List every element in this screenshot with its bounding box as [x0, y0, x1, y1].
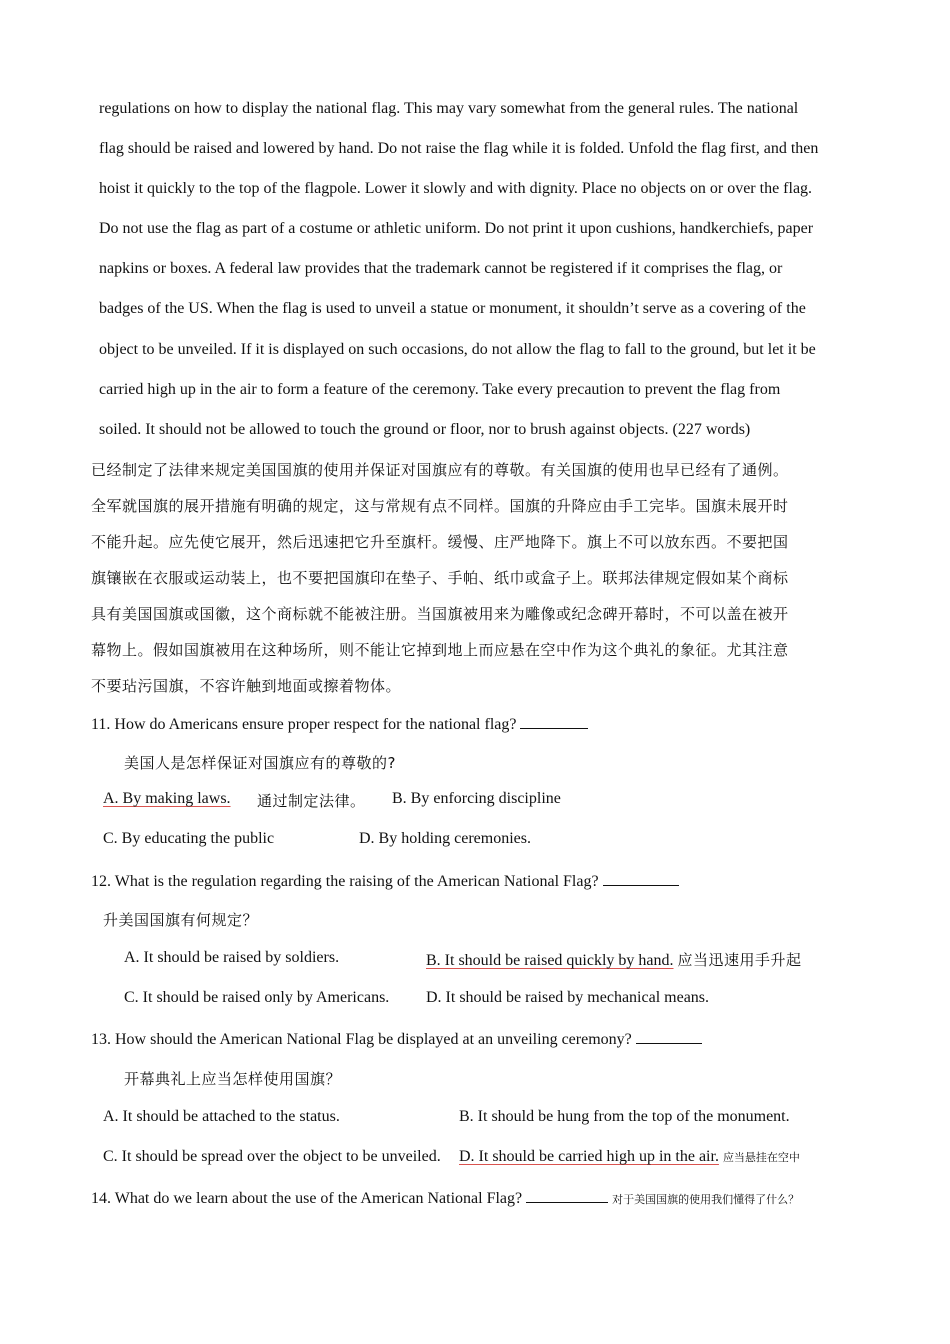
passage-zh-line: 旗镶嵌在衣服或运动装上，也不要把国旗印在垫子、手帕、纸巾或盒子上。联邦法律规定假如某个商标 [91, 569, 789, 587]
option-a-text: A. By making laws. [103, 790, 231, 807]
option-b [426, 949, 802, 970]
question-text [91, 871, 679, 891]
option-b-zh: 应当迅速用手升起 [677, 951, 802, 969]
passage-zh-line: 具有美国国旗或国徽，这个商标就不能被注册。当国旗被用来为雕像或纪念碑开幕时，不可以盖在被开 [91, 605, 789, 623]
option-d-zh: 应当悬挂在空中 [722, 1151, 800, 1164]
question-11-text: 11. How do Americans ensure proper respect for the national flag? [91, 716, 517, 733]
option-d-text: D. It should be carried high up in the air. [459, 1148, 719, 1165]
question-text [91, 714, 588, 734]
passage-zh-line: 已经制定了法律来规定美国国旗的使用并保证对国旗应有的尊敬。有关国旗的使用也早已经有了通例。 [91, 461, 789, 479]
passage-line: badges of the US. When the flag is used to unveil a statue or monument, it shouldn’t serve as a covering of the [99, 300, 806, 317]
passage-line: carried high up in the air to form a feature of the ceremony. Take every precaution to prevent the flag from [99, 381, 781, 398]
question-11-zh: 美国人是怎样保证对国旗应有的尊敬的? [124, 754, 396, 772]
passage-zh-line: 不要玷污国旗，不容许触到地面或擦着物体。 [91, 677, 402, 695]
passage-zh-line: 不能升起。应先使它展开，然后迅速把它升至旗杆。缓慢、庄严地降下。旗上不可以放东西。不要把国 [91, 533, 789, 551]
option-d: D. By holding ceremonies. [359, 830, 531, 847]
question-12-text: 12. What is the regulation regarding the raising of the American National Flag? [91, 873, 599, 890]
passage-line: soiled. It should not be allowed to touch the ground or floor, nor to brush against objects. (227 words) [99, 421, 751, 438]
question-14-text: 14. What do we learn about the use of the American National Flag? [91, 1190, 523, 1207]
option-b: B. It should be hung from the top of the monument. [459, 1108, 790, 1125]
passage-zh-line: 幕物上。假如国旗被用在这种场所，则不能让它掉到地上而应悬在空中作为这个典礼的象征。尤其注意 [91, 641, 789, 659]
question-12-zh: 升美国国旗有何规定？ [103, 911, 259, 929]
option-a: A. It should be raised by soldiers. [124, 949, 340, 966]
option-a: A. It should be attached to the status. [103, 1108, 340, 1125]
option-d [459, 1148, 800, 1166]
answer-blank [526, 1188, 608, 1203]
passage-line: hoist it quickly to the top of the flagpole. Lower it slowly and with dignity. Place no objects on or over the flag. [99, 180, 813, 197]
option-d: D. It should be raised by mechanical means. [426, 989, 710, 1006]
question-text [91, 1029, 702, 1049]
option-b-text: B. It should be raised quickly by hand. [426, 952, 674, 969]
option-c: C. It should be raised only by Americans. [124, 989, 390, 1006]
option-c: C. It should be spread over the object to be unveiled. [103, 1148, 441, 1165]
passage-zh-line: 全军就国旗的展开措施有明确的规定，这与常规有点不同样。国旗的升降应由手工完毕。国旗未展开时 [91, 497, 789, 515]
passage-line: flag should be raised and lowered by hand. Do not raise the flag while it is folded. Unfold the flag first, and then [99, 140, 819, 157]
question-14-zh: 对于美国国旗的使用我们懂得了什么？ [612, 1193, 800, 1206]
option-b: B. By enforcing discipline [392, 790, 561, 807]
answer-blank [603, 871, 679, 886]
option-a-zh: 通过制定法律。 [257, 792, 366, 810]
passage-line: napkins or boxes. A federal law provides that the trademark cannot be registered if it comprises the flag, or [99, 260, 783, 277]
question-13-zh: 开幕典礼上应当怎样使用国旗？ [124, 1070, 342, 1088]
option-a [103, 790, 231, 808]
answer-blank [636, 1029, 702, 1044]
passage-line: Do not use the flag as part of a costume or athletic uniform. Do not print it upon cushions, handkerchiefs, paper [99, 220, 814, 237]
passage-line: object to be unveiled. If it is displayed on such occasions, do not allow the flag to fall to the ground, but let it be [99, 341, 816, 358]
question-text [91, 1188, 799, 1208]
option-c: C. By educating the public [103, 830, 275, 847]
question-13-text: 13. How should the American National Flag be displayed at an unveiling ceremony? [91, 1031, 632, 1048]
answer-blank [520, 714, 588, 729]
passage-line: regulations on how to display the national flag. This may vary somewhat from the general rules. The national [99, 100, 799, 117]
